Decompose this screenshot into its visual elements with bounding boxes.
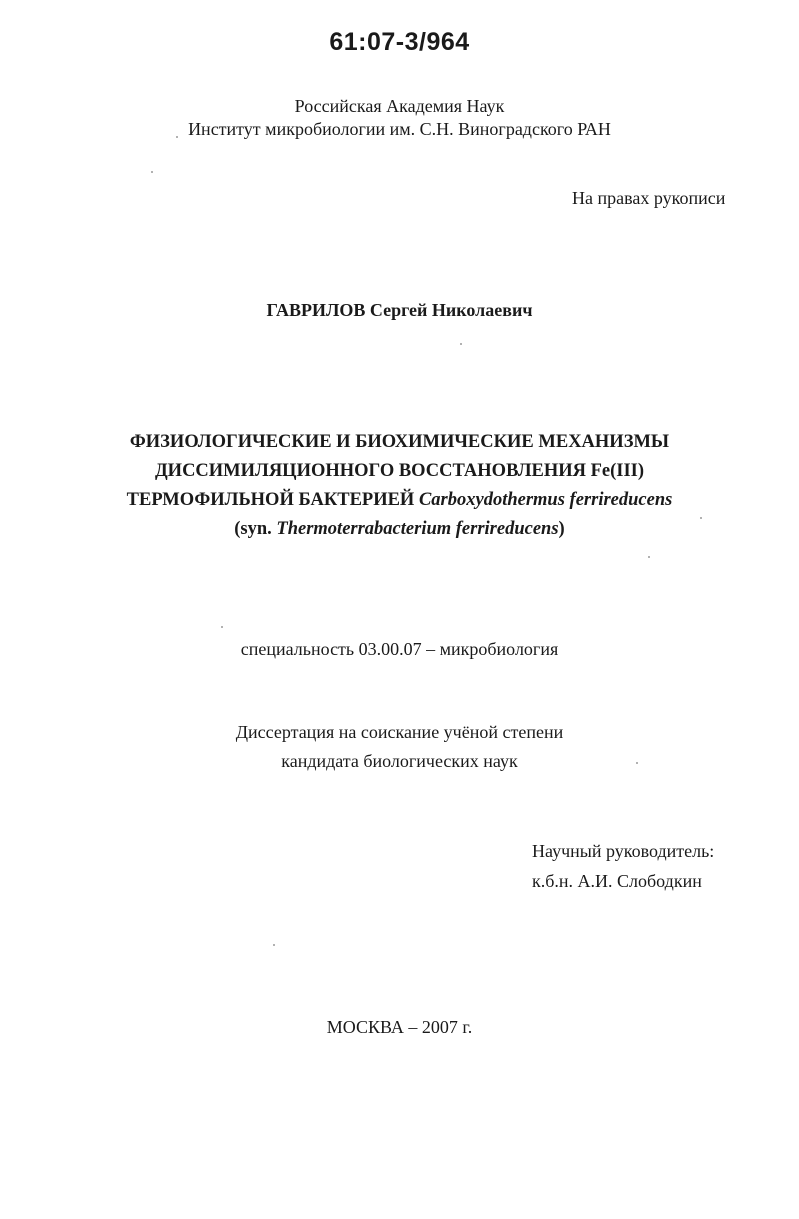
title-line-3-prefix: ТЕРМОФИЛЬНОЙ БАКТЕРИЕЙ [126,490,415,510]
scan-speck [648,556,650,558]
title-synonym-species: Thermoterrabacterium ferrireducens [276,519,559,539]
scan-speck [636,762,638,764]
title-synonym-open: (syn. [234,519,272,539]
title-line-2: ДИССИМИЛЯЦИОННОГО ВОССТАНОВЛЕНИЯ Fe(III) [154,461,645,481]
scan-speck [221,626,223,628]
scan-speck [176,136,178,138]
scan-speck [700,517,702,519]
title-line-1: ФИЗИОЛОГИЧЕСКИЕ И БИОХИМИЧЕСКИЕ МЕХАНИЗМЫ [129,432,670,452]
manuscript-rights-note: На правах рукописи [572,188,726,208]
institution-academy: Российская Академия Наук [294,96,505,116]
institution-institute: Институт микробиологии им. С.Н. Виноградского РАН [188,119,611,139]
title-species-name: Carboxydothermus ferrireducens [418,490,673,510]
title-line-4 [0,515,799,544]
archive-stamp-code: 61:07-3/964 [329,28,470,56]
author-surname: ГАВРИЛОВ [266,300,366,320]
place-and-year: МОСКВА – 2007 г. [326,1017,473,1037]
author-name [0,298,799,322]
scan-speck [460,343,462,345]
degree-line-1: Диссертация на соискание учёной степени [235,722,564,742]
supervisor-label: Научный руководитель: [532,841,715,861]
scan-speck [273,944,275,946]
specialty-line: специальность 03.00.07 – микробиология [240,639,559,659]
title-synonym-close: ) [558,519,565,539]
author-given-names: Сергей Николаевич [369,300,533,320]
supervisor-name: к.б.н. А.И. Слободкин [532,871,702,891]
degree-line-2: кандидата биологических наук [281,751,518,771]
scan-speck [151,171,153,173]
title-line-3 [0,486,799,515]
